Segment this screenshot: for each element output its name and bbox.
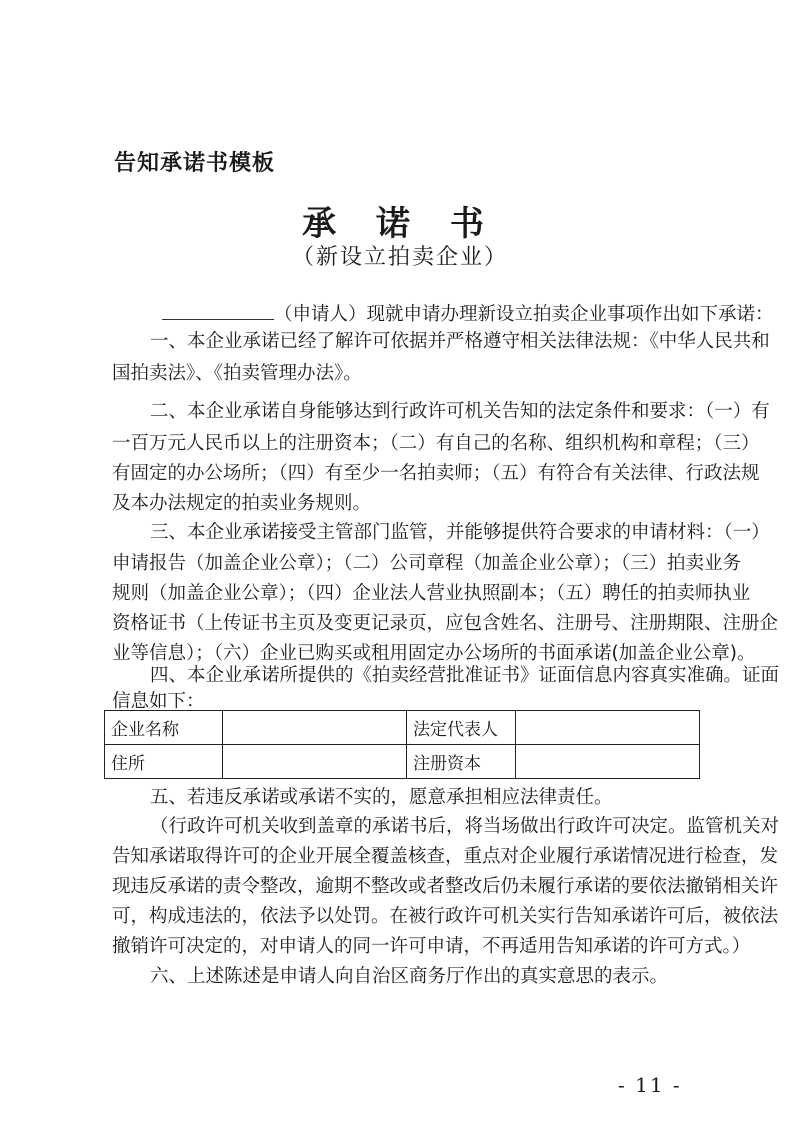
body-line: 四、本企业承诺所提供的《拍卖经营批准证书》证面信息内容真实准确。证面: [150, 665, 780, 686]
table-label-cell: 企业名称: [105, 711, 223, 745]
applicant-blank: [162, 301, 274, 320]
table-value-cell: [516, 745, 700, 779]
table-label-cell: 住所: [105, 745, 223, 779]
body-line: 一百万元人民币以上的注册资本；（二）有自己的名称、组织机构和章程；（三）: [112, 433, 760, 454]
table-label-cell: 法定代表人: [407, 711, 516, 745]
body-line: 规则（加盖企业公章）；（四）企业法人营业执照副本；（五）聘任的拍卖师执业: [112, 583, 751, 604]
body-line: 信息如下：: [112, 691, 205, 712]
document-subtitle: （新设立拍卖企业）: [291, 245, 508, 270]
table-row: [105, 745, 700, 779]
page-number: - 11 -: [618, 1073, 682, 1097]
body-line: 国拍卖法》、《拍卖管理办法》。: [112, 363, 362, 384]
body-line: 三、本企业承诺接受主管部门监管，并能够提供符合要求的申请材料：（一）: [150, 522, 770, 543]
table-value-cell: [223, 745, 407, 779]
body-line: 告知承诺取得许可的企业开展全覆盖核查，重点对企业履行承诺情况进行检查，发: [112, 846, 779, 867]
certificate-info-table: [104, 710, 700, 779]
intro-text: （申请人）现就申请办理新设立拍卖企业事项作出如下承诺：: [274, 304, 774, 325]
body-line: （行政许可机关收到盖章的承诺书后，将当场做出行政许可决定。监管机关对: [150, 816, 780, 837]
table-value-cell: [516, 711, 700, 745]
body-line: 有固定的办公场所；（四）有至少一名拍卖师；（五）有符合有关法律、行政法规: [112, 463, 760, 484]
body-line: 五、若违反承诺或承诺不实的，愿意承担相应法律责任。: [150, 787, 613, 808]
body-line: 现违反承诺的责令整改，逾期不整改或者整改后仍未履行承诺的要依法撤销相关许: [112, 876, 779, 897]
body-line: 二、本企业承诺自身能够达到行政许可机关告知的法定条件和要求：（一）有: [150, 401, 770, 422]
body-line: 资格证书（上传证书主页及变更记录页，应包含姓名、注册号、注册期限、注册企: [112, 613, 779, 634]
body-line: 申请报告（加盖企业公章）；（二）公司章程（加盖企业公章）；（三）拍卖业务: [112, 553, 742, 574]
body-line: 撤销许可决定的，对申请人的同一许可申请，不再适用告知承诺的许可方式。）: [112, 936, 751, 957]
table-row: [105, 711, 700, 745]
table-value-cell: [223, 711, 407, 745]
body-line: 业等信息）；（六）企业已购买或租用固定办公场所的书面承诺(加盖企业公章)。: [112, 643, 756, 664]
body-line: 及本办法规定的拍卖业务规则。: [112, 493, 372, 514]
template-label: 告知承诺书模板: [114, 151, 276, 176]
body-line: 一、本企业承诺已经了解许可依据并严格遵守相关法律法规：《中华人民共和: [150, 331, 770, 352]
table-label-cell: 注册资本: [407, 745, 516, 779]
intro-line: [112, 301, 774, 327]
body-line: 可，构成违法的，依法予以处罚。在被行政许可机关实行告知承诺许可后，被依法: [112, 906, 779, 927]
body-line: 六、上述陈述是申请人向自治区商务厅作出的真实意思的表示。: [150, 966, 669, 987]
document-title: 承 诺 书: [302, 204, 498, 244]
